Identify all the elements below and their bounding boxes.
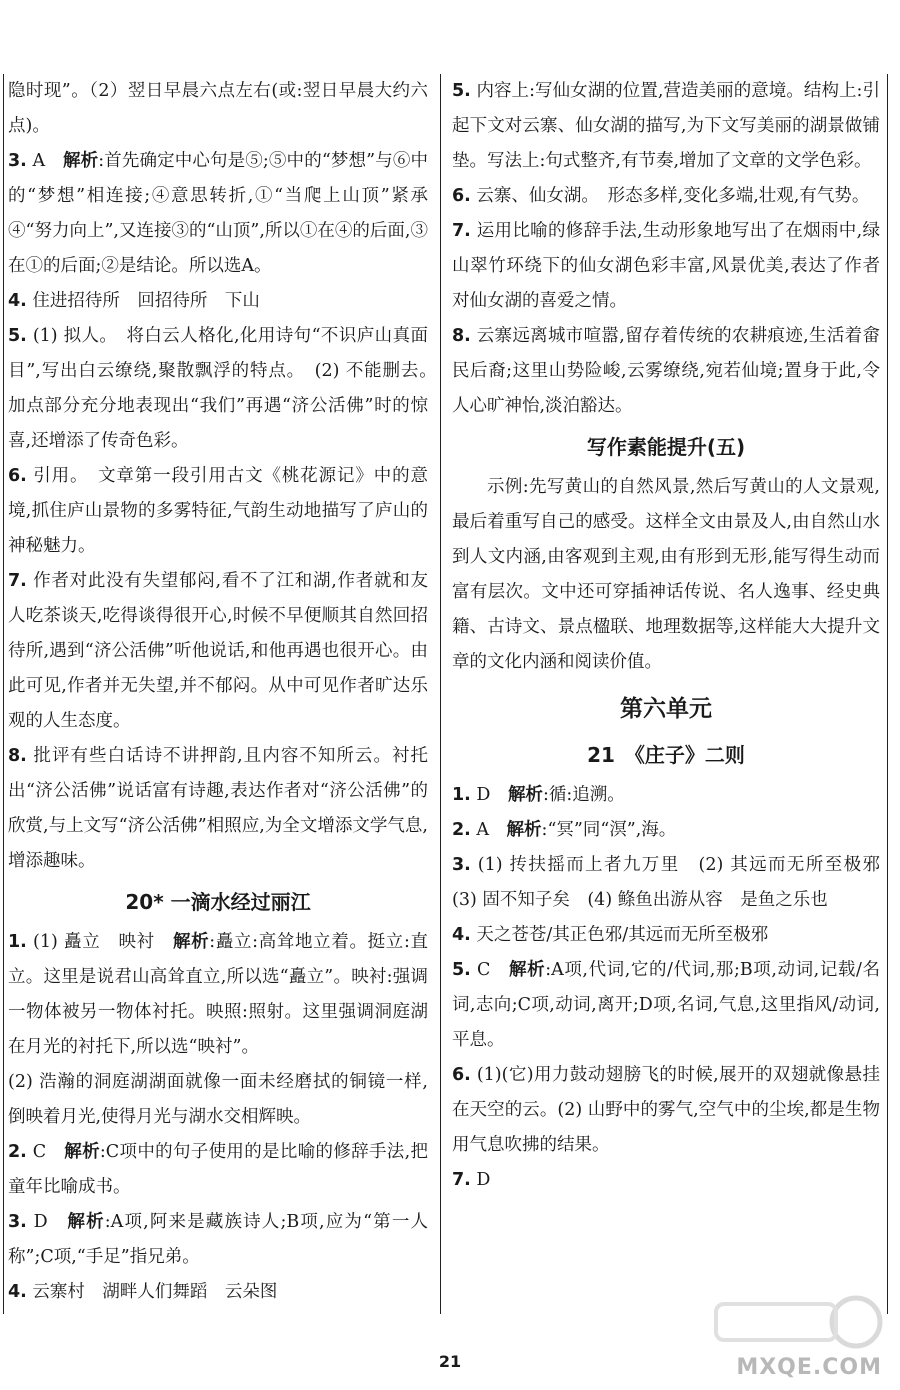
answer-item: 3. (1) 抟扶摇而上者九万里 (2) 其远而无所至极邪 (3) 固不知子矣 (4) 鲦鱼出游从容 是鱼之乐也 xyxy=(452,855,898,910)
answer-continuation: 隐时现”。（2）翌日早晨六点左右(或:翌日早晨大约六点)。 xyxy=(8,81,428,136)
answer-item: 7. 作者对此没有失望郁闷,看不了江和湖,作者就和友人吃茶谈天,吃得谈得很开心,时候不早便顺其自然回招待所,遇到“济公活佛”听他说话,和他再遇也很开心。由此可见,作者并无失望,并不郁闷。从中可见作者旷达乐观的人生态度。 xyxy=(8,571,428,731)
answer-item: 1. (1) 矗立 映衬 解析:矗立:高耸地立着。挺立:直立。这里是说君山高耸直立,所以选“矗立”。映衬:强调一物体被另一物体衬托。映照:照射。这里强调洞庭湖在月光的衬托下,所以选“映衬”。 xyxy=(8,932,428,1057)
column-rule-left xyxy=(3,74,4,1314)
answer-item: 5. C 解析:A项,代词,它的/代词,那;B项,动词,记载/名词,志向;C项,动词,离开;D项,名词,气息,这里指风/动词,平息。 xyxy=(452,960,880,1050)
column-rule-middle xyxy=(440,74,441,1314)
unit-title: 第六单元 xyxy=(620,696,712,722)
section-title: 写作素能提升(五) xyxy=(586,435,746,459)
left-column xyxy=(8,74,446,1310)
answer-item: 5. (1) 拟人。 将白云人格化,化用诗句“不识庐山真面目”,写出白云缭绕,聚散飘浮的特点。 (2) 不能删去。 加点部分充分地表现出“我们”再遇“济公活佛”时的惊喜,还增添了传奇色彩。 xyxy=(8,326,446,451)
answer-subitem: (2) 浩瀚的洞庭湖湖面就像一面未经磨拭的铜镜一样,倒映着月光,使得月光与湖水交相辉映。 xyxy=(8,1072,428,1127)
answer-item: 3. D 解析:A项,阿来是藏族诗人;B项,应为“第一人称”;C项,“手足”指兄弟。 xyxy=(8,1212,428,1267)
answer-item: 2. C 解析:C项中的句子使用的是比喻的修辞手法,把童年比喻成书。 xyxy=(8,1142,428,1197)
writing-example: 示例:先写黄山的自然风景,然后写黄山的人文景观,最后着重写自己的感受。这样全文由景及人,由自然山水到人文内涵,由客观到主观,由有形到无形,能写得生动而富有层次。文中还可穿插神话传说、名人逸事、经史典籍、古诗文、景点楹联、地理数据等,这样能大大提升文章的文化内涵和阅读价值。 xyxy=(452,477,880,672)
answer-item: 4. 住进招待所 回招待所 下山 xyxy=(8,291,260,311)
answer-item: 7. D xyxy=(452,1170,508,1190)
lesson-title: 20* 一滴水经过丽江 xyxy=(125,890,311,914)
answer-item: 2. A 解析:“冥”同“溟”,海。 xyxy=(452,820,677,840)
right-column xyxy=(452,74,898,1198)
answer-item: 1. D 解析:循:追溯。 xyxy=(452,785,625,805)
answer-item: 4. 云寨村 湖畔人们舞蹈 云朵图 xyxy=(8,1282,278,1302)
answer-item: 7. 运用比喻的修辞手法,生动形象地写出了在烟雨中,绿山翠竹环绕下的仙女湖色彩丰富,风景优美,表达了作者对仙女湖的喜爱之情。 xyxy=(452,221,880,311)
answer-item: 6. 云寨、仙女湖。 形态多样,变化多端,壮观,有气势。 xyxy=(452,186,870,206)
answer-item: 4. 天之苍苍/其正色邪/其远而无所至极邪 xyxy=(452,925,769,945)
answer-item: 6. (1)(它)用力鼓动翅膀飞的时候,展开的双翅就像悬挂在天空的云。(2) 山野中的雾气,空气中的尘埃,都是生物用气息吹拂的结果。 xyxy=(452,1065,880,1155)
column-rule-right xyxy=(887,74,888,1314)
page-number: 21 xyxy=(438,1352,462,1371)
answer-item: 3. A 解析:首先确定中心句是⑤;⑤中的“梦想”与⑥中的“梦想”相连接;④意思转折,①“当爬上山顶”紧承④“努力向上”,又连接③的“山顶”,所以①在④的后面,③在①的后面;②是结论。所以选A。 xyxy=(8,151,428,276)
answer-item: 5. 内容上:写仙女湖的位置,营造美丽的意境。结构上:引起下文对云寨、仙女湖的描写,为下文写美丽的湖景做铺垫。写法上:句式整齐,有节奏,增加了文章的文学色彩。 xyxy=(452,81,880,171)
watermark-text: MXQE.COM xyxy=(736,1355,882,1380)
lesson-title: 21 《庄子》二则 xyxy=(587,743,745,767)
answer-item: 6. 引用。 文章第一段引用古文《桃花源记》中的意境,抓住庐山景物的多雾特征,气韵生动地描写了庐山的神秘魅力。 xyxy=(8,466,428,556)
answer-item: 8. 批评有些白话诗不讲押韵,且内容不知所云。衬托出“济公活佛”说话富有诗趣,表达作者对“济公活佛”的欣赏,与上文写“济公活佛”相照应,为全文增添文学气息,增添趣味。 xyxy=(8,746,428,871)
answer-item: 8. 云寨远离城市喧嚣,留存着传统的农耕痕迹,生活着畲民后裔;这里山势险峻,云雾缭绕,宛若仙境;置身于此,令人心旷神怡,淡泊豁达。 xyxy=(452,326,880,416)
